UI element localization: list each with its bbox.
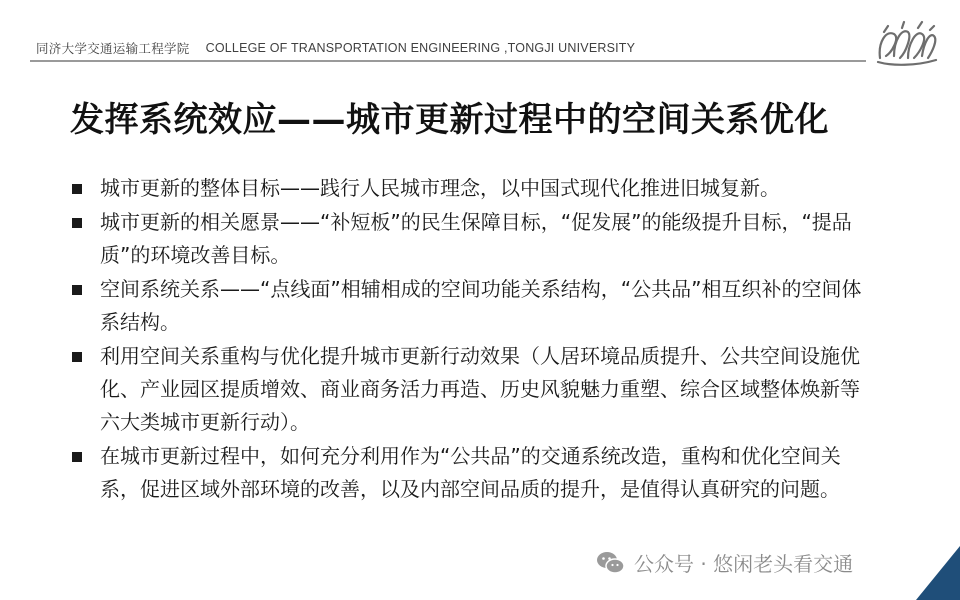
school-name-en: COLLEGE OF TRANSPORTATION ENGINEERING ,TONGJI UNIVERSITY [205, 41, 636, 55]
bullet-list [72, 172, 872, 507]
bullet-item [72, 206, 872, 272]
watermark [596, 548, 853, 577]
bullet-text: 在城市更新过程中，如何充分利用作为“公共品”的交通系统改造，重构和优化空间关系，促进区域外部环境的改善，以及内部空间品质的提升，是值得认真研究的问题。 [100, 444, 841, 501]
header [36, 38, 635, 58]
tongji-calligraphy-logo-icon [872, 18, 942, 74]
bullet-text: 城市更新的相关愿景——“补短板”的民生保障目标，“促发展”的能级提升目标，“提品质”的环境改善目标。 [100, 210, 852, 267]
bullet-square-icon [72, 452, 82, 462]
slide-title: 发挥系统效应——城市更新过程中的空间关系优化 [70, 100, 829, 140]
bullet-item [72, 440, 872, 506]
header-divider [30, 60, 866, 62]
corner-accent [916, 540, 960, 600]
watermark-text: 公众号 · 悠闲老头看交通 [634, 552, 854, 576]
bullet-text: 空间系统关系——“点线面”相辅相成的空间功能关系结构，“公共品”相互织补的空间体系结构。 [100, 277, 862, 334]
bullet-text: 利用空间关系重构与优化提升城市更新行动效果（人居环境品质提升、公共空间设施优化、产业园区提质增效、商业商务活力再造、历史风貌魅力重塑、综合区域整体焕新等六大类城市更新行动）。 [100, 344, 860, 434]
bullet-item [72, 340, 872, 439]
wechat-icon [596, 550, 626, 576]
bullet-square-icon [72, 218, 82, 228]
bullet-square-icon [72, 285, 82, 295]
bullet-text: 城市更新的整体目标——践行人民城市理念，以中国式现代化推进旧城复新。 [100, 176, 780, 200]
bullet-item [72, 273, 872, 339]
bullet-square-icon [72, 352, 82, 362]
school-name-cn: 同济大学交通运输工程学院 [36, 41, 190, 56]
bullet-square-icon [72, 184, 82, 194]
bullet-item [72, 172, 872, 205]
